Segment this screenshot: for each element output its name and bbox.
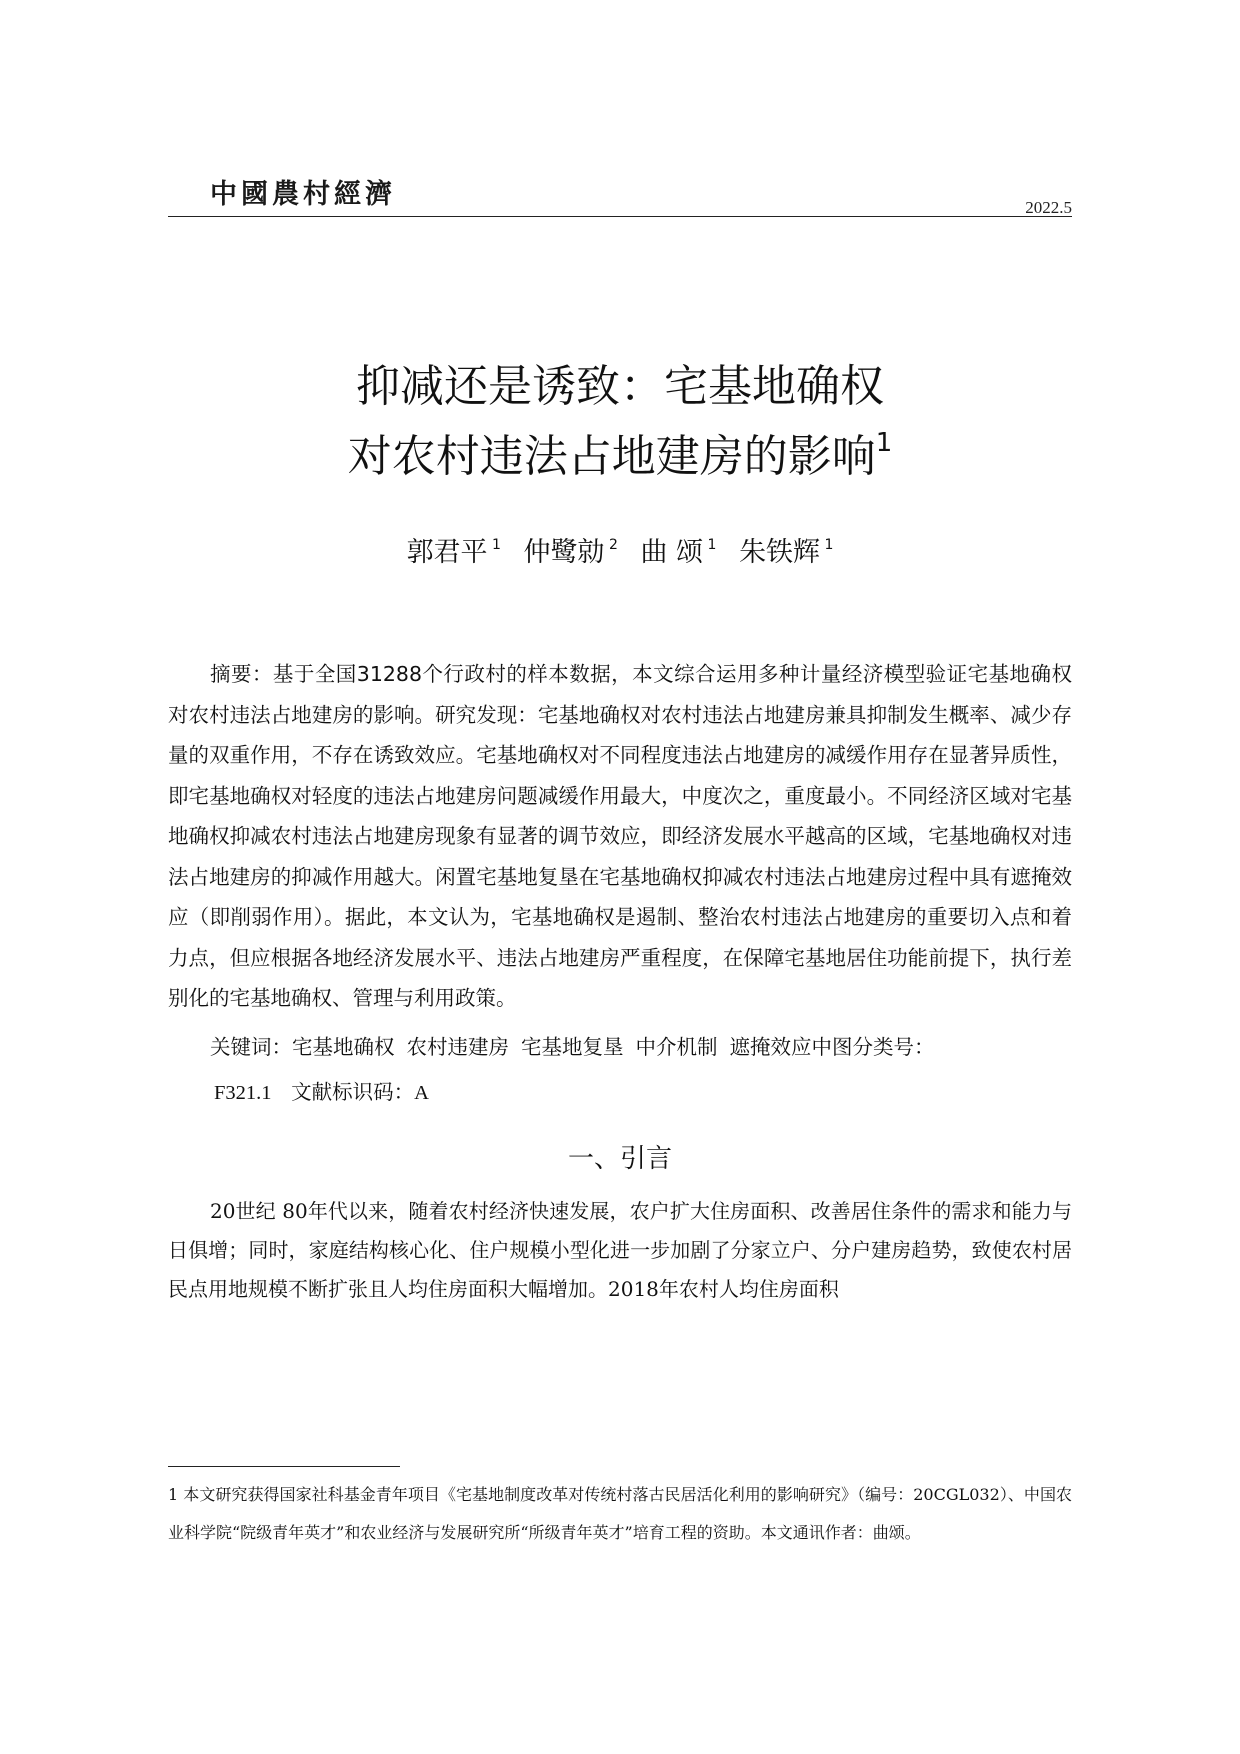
keywords [210, 1030, 1072, 1060]
footnote-text: 1 本文研究获得国家社科基金青年项目《宅基地制度改革对传统村落古民居活化利用的影响研究》（编号：20CGL032）、中国农业科学院“院级青年英才”和农业经济与发展研究所“所级青年英才”培育工程的资助。本文通讯作者：曲颂。 [168, 1485, 1072, 1542]
document-code-label: 文献标识码： [291, 1080, 415, 1104]
footnote-rule [168, 1466, 400, 1467]
title-line-2 [168, 420, 1072, 484]
author: 仲鹭勍 [523, 537, 605, 568]
author: 郭君平 [406, 537, 488, 568]
author-affiliation: 1 [492, 537, 501, 553]
author: 朱铁辉 [739, 537, 821, 568]
keyword: 农村违建房 [406, 1035, 509, 1059]
author-affiliation: 1 [707, 537, 717, 553]
author-affiliation: 2 [608, 537, 618, 553]
issue-number: 2022.5 [1025, 198, 1072, 217]
keyword: 遮掩效应中图分类号： [729, 1035, 935, 1059]
classification-line [214, 1075, 429, 1105]
title-footnote-mark[interactable]: 1 [875, 428, 893, 458]
title-text-2: 对农村违法占地建房的影响 [347, 431, 876, 482]
classification-code: F321.1 [214, 1082, 272, 1104]
title-line-1 [168, 350, 1072, 414]
body-paragraph: 20世纪 80年代以来，随着农村经济快速发展，农户扩大住房面积、改善居住条件的需求和能力与日俱增；同时，家庭结构核心化、住户规模小型化进一步加剧了分家立户、分户建房趋势，致使农村居民点用地规模不断扩张且人均住房面积大幅增加。2018年农村人均住房面积 [168, 1199, 1072, 1301]
footnote [168, 1476, 1072, 1552]
keyword: 宅基地确权 [292, 1035, 395, 1059]
author-list [168, 530, 1072, 569]
document-code: A [414, 1082, 429, 1104]
keyword: 中介机制 [635, 1035, 718, 1059]
title-text-1: 抑减还是诱致：宅基地确权 [356, 361, 884, 412]
author-affiliation: 1 [824, 537, 834, 553]
abstract-text: 摘要：基于全国31288个行政村的样本数据，本文综合运用多种计量经济模型验证宅基地确权对农村违法占地建房的影响。研究发现：宅基地确权对农村违法占地建房兼具抑制发生概率、减少存量的双重作用，不存在诱致效应。宅基地确权对不同程度违法占地建房的减缓作用存在显著异质性，即宅基地确权对轻度的违法占地建房问题减缓作用最大，中度次之，重度最小。不同经济区域对宅基地确权抑减农村违法占地建房现象有显著的调节效应，即经济发展水平越高的区域，宅基地确权对违法占地建房的抑减作用越大。闲置宅基地复垦在宅基地确权抑减农村违法占地建房过程中具有遮掩效应（即削弱作用）。据此，本文认为，宅基地确权是遏制、整治农村违法占地建房的重要切入点和着力点，但应根据各地经济发展水平、违法占地建房严重程度，在保障宅基地居住功能前提下，执行差别化的宅基地确权、管理与利用政策。 [168, 662, 1072, 1010]
keyword: 宅基地复垦 [521, 1035, 624, 1059]
journal-logo: 中國農村經濟 [210, 179, 396, 210]
header-rule [168, 216, 1072, 217]
section-body [168, 1192, 1072, 1309]
abstract [168, 654, 1072, 1019]
author: 曲 颂 [640, 537, 704, 568]
section-heading: 一、引言 [567, 1144, 672, 1174]
keywords-label: 关键词： [210, 1035, 292, 1059]
